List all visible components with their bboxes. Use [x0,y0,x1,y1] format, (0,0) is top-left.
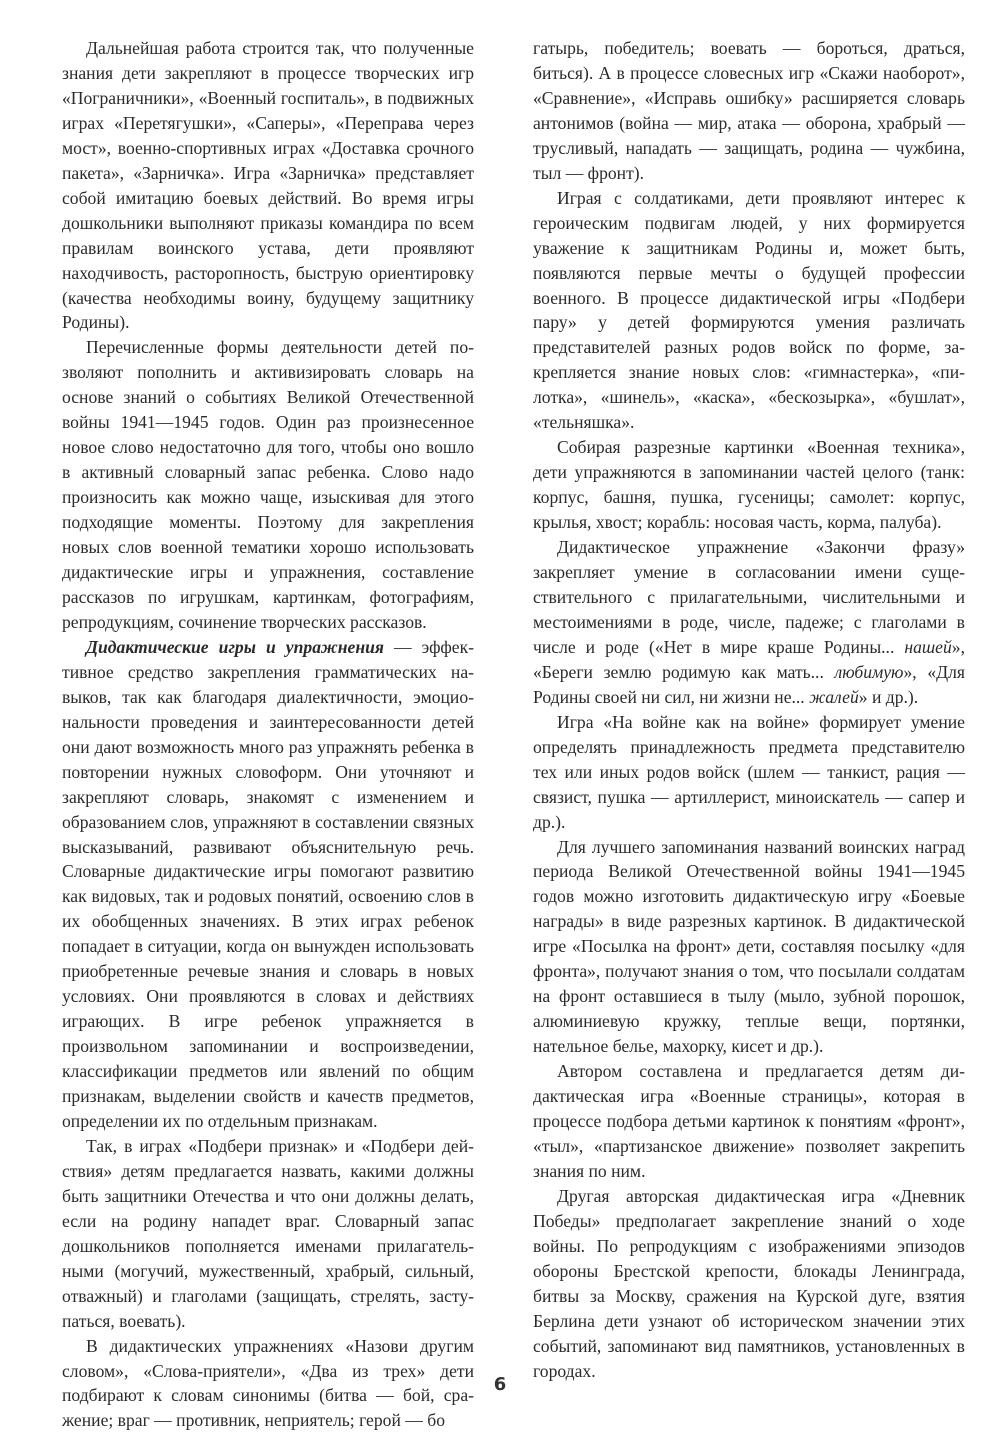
paragraph-text: » и др.). [858,686,919,707]
paragraph: Игра «На войне как на войне» формирует умение определять принадлежность предмета представителю тех или иных родов войск (шлем — танкист, рация — связист, пушка — артиллерист, миноискатель — сапер и др.). [533,711,965,832]
paragraph: Для лучшего запоминания названий воинских наград периода Великой Отечественной войны 1941—1945 годов можно изготовить дидактическую игру «Боевые награды» в виде разрезных картинок. В дидактической игре «Посылка на фронт» дети, составляя посылку «для фронта», получают знания о том, что посылали солдатам на фронт оставшиеся в тылу (мыло, зубной порошок, алюминиевую кружку, теплые вещи, портянки, нательное белье, махорку, кисет и др.). [533,836,965,1057]
paragraph: Дальнейшая работа строится так, что полученные знания дети закрепляют в процессе творческих игр «Пограничники», «Военный госпиталь», в подвижных играх «Перетягушки», «Саперы», «Переправа через мост», военно-спортивных играх «Доставка срочного пакета», «Зарничка». Игра «Зарничка» представляет собой имитацию боевых действий. Во время игры дошкольники выполняют приказы командира по всем правилам воинского устава, дети проявляют находчивость, расторопность, быструю ориентировку (качества необходимы воину, будущему защитнику Родины). [62,38,474,333]
paragraph-continued: гатырь, победитель; воевать — бороться, драться, биться). А в процессе словесных игр «Скажи наоборот», «Сравнение», «Исправь ошибку» расширяется словарь антонимов (война — мир, атака — оборона, храбрый — трусливый, нападать — защищать, родина — чужбина, тыл — фронт). [533,38,965,183]
left-column [62,36,474,1433]
page-number: 6 [493,1374,507,1395]
paragraph: Собирая разрезные картинки «Военная техника», дети упражняются в запоминании частей целого (танк: корпус, башня, пушка, гусеницы; самолет: корпус, крылья, хвост; корабль: носовая часть, корма, палуба). [533,437,965,533]
paragraph: Перечисленные формы деятельности детей позволяют пополнить и активизировать словарь на основе знаний о событиях Великой Отечественной войны 1941—1945 годов. Один раз произнесенное новое слово недостаточно для того, чтобы оно вошло в активный словарный запас ребенка. Слово надо произносить как можно чаще, изыскивая для этого подходящие моменты. Поэтому для закрепления новых слов военной тематики хорошо использовать дидактические игры и упражнения, составление рассказов по игрушкам, картинкам, фотографиям, репродукциям, сочинение творческих рассказов. [62,337,474,632]
paragraph: Другая авторская дидактическая игра «Дневник Победы» предполагает закрепление знаний о ходе войны. По репродукциям с изображениями эпизодов обороны Брестской крепости, блокады Ленинграда, битвы за Москву, сражения на Курской дуге, взятия Берлина дети узнают об историческом значении этих событий, запоминают вид памятников, установленных в городах. [533,1185,965,1381]
paragraph: Играя с солдатиками, дети проявляют интерес к героическим подвигам людей, у них формируется уважение к защитникам Родины и, может быть, появляются первые мечты о будущей профессии военного. В процессе дидактической игры «Подбери пару» у детей формируются умения различать представителей разных родов войск по форме, закрепляется знание новых слов: «гимнастерка», «пилотка», «шинель», «каска», «бескозырка», «бушлат», «тельняшка». [533,187,965,433]
paragraph-text: », «Береги землю родимую как мать... [533,636,965,682]
paragraph: Автором составлена и предлагается детям дидактическая игра «Военные страницы», которая в процессе подбора детьми картинок к понятиям «фронт», «тыл», «партизанское движение» позволяет закрепить знания по ним. [533,1061,965,1181]
paragraph-text: Дидактическое упражнение «Закончи фразу» закрепляет умение в согласовании имени существительного с прилагательными, числительными и местоимениями в роде, числе, падеже; с глаголами в числе и роде («Нет в мире краше Родины... [533,537,965,657]
paragraph-text: », «Для Родины своей ни сил, ни жизни не... [533,661,965,707]
term-emphasis: Дидактические игры и упражнения [86,636,384,657]
paragraph: Так, в играх «Подбери признак» и «Подбери действия» детям предлагается назвать, какими должны быть защитники Отечества и что они должны делать, если на родину нападет враг. Словарный запас дошкольников пополняется именами прилагательными (могучий, мужественный, храбрый, сильный, отважный) и глаголами (защищать, стрелять, заступаться, воевать). [62,1135,474,1331]
italic-word: любимую [834,661,904,682]
right-column [533,36,965,1383]
italic-word: нашей [904,636,952,657]
paragraph [62,635,474,1134]
paragraph: В дидактических упражнениях «Назови другим словом», «Слова-приятели», «Два из трех» дети подбирают к словам синонимы (битва — бой, сражение; враг — противник, неприятель; герой — бо [62,1335,474,1431]
paragraph [533,535,965,710]
paragraph-text: — эффективное средство закрепления грамматических навыков, так как благодаря диалектичности, эмоциональности проведения и заинтересованности детей они дают возможность много раз упражнять ребенка в повторении нужных словоформ. Они уточняют и закрепляют словарь, знакомят с изменением и образованием слов, упражняют в составлении связных высказываний, развивают объяснительную речь. Словарные дидактические игры помогают развитию как видовых, так и родовых понятий, освоению слов в их обобщенных значениях. В этих играх ребенок попадает в ситуации, когда он вынужден использовать приобретенные речевые знания и словарь в новых условиях. Они проявляются в словах и действиях играющих. В игре ребенок упражняется в произвольном запоминании и воспроизведении, классификации предметов или явлений по общим признакам, выделении свойств и качеств предметов, определении их по отдельным признакам. [62,636,474,1131]
italic-word: жалей [809,686,859,707]
